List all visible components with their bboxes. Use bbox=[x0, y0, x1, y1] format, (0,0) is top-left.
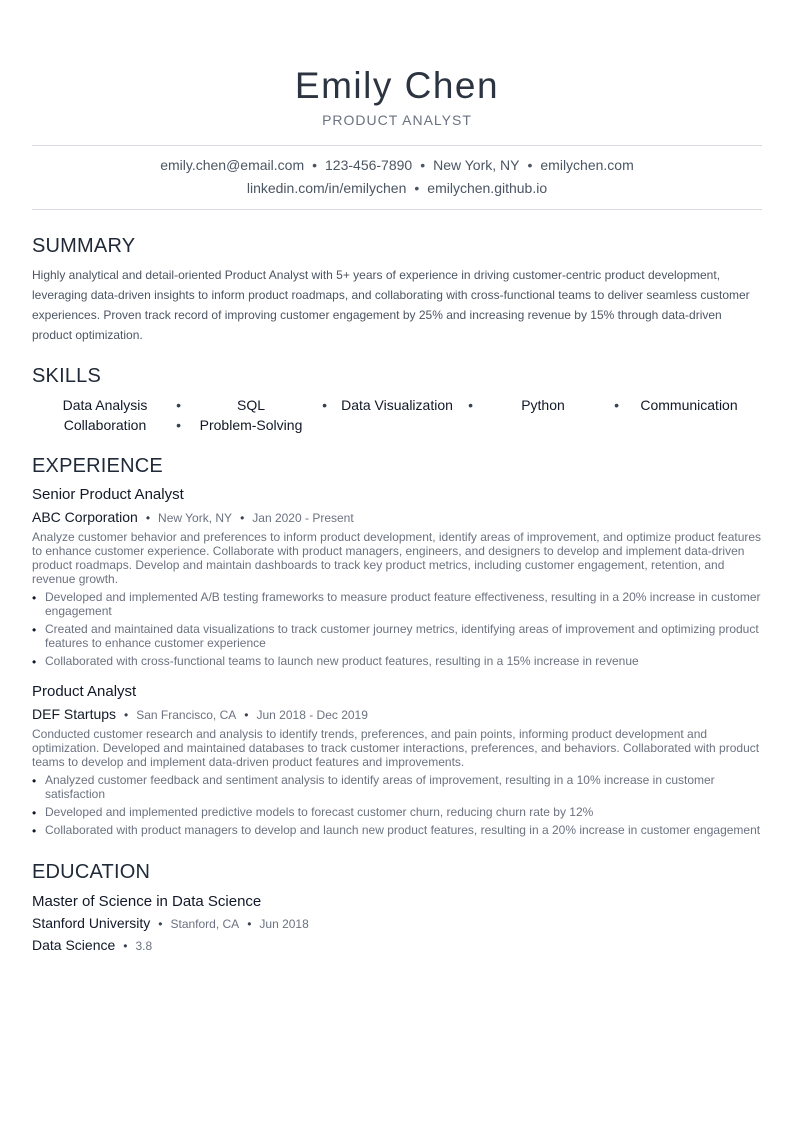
contact-separator: • bbox=[420, 157, 426, 173]
bullet-icon: • bbox=[32, 824, 37, 838]
skills-section bbox=[32, 363, 762, 435]
job-dates: Jan 2020 - Present bbox=[252, 511, 354, 525]
education-degree: Master of Science in Data Science bbox=[32, 893, 262, 910]
bullet-icon: • bbox=[32, 591, 37, 605]
education-location: Stanford, CA bbox=[170, 917, 240, 931]
skill-item bbox=[470, 395, 619, 415]
contact-github[interactable]: emilychen.github.io bbox=[427, 180, 548, 196]
contact-line-1 bbox=[32, 154, 762, 177]
education-gpa: 3.8 bbox=[135, 939, 153, 953]
job-bullet bbox=[32, 823, 762, 837]
skills-list bbox=[32, 395, 762, 435]
job-bullet bbox=[32, 805, 762, 819]
job-title: Senior Product Analyst bbox=[32, 486, 184, 503]
job-company: ABC Corporation bbox=[32, 509, 138, 525]
job-bullet bbox=[32, 773, 762, 801]
contact-phone[interactable]: 123-456-7890 bbox=[325, 157, 413, 173]
bullet-text: Developed and implemented A/B testing frameworks to measure product feature effectiveness, resulting in a 20% increase in customer engagement bbox=[45, 590, 761, 618]
job-title: Product Analyst bbox=[32, 683, 137, 700]
skill-label: Data Visualization bbox=[341, 397, 453, 413]
bullet-text: Created and maintained data visualizations to track customer journey metrics, identifying areas of improvement and optimizing product features to enhance customer experience bbox=[45, 622, 759, 650]
contact-email[interactable]: emily.chen@email.com bbox=[160, 157, 305, 173]
contact-location: New York, NY bbox=[433, 157, 520, 173]
contact-line-2 bbox=[32, 177, 762, 200]
bullet-text: Developed and implemented predictive models to forecast customer churn, reducing churn rate by 12% bbox=[45, 805, 594, 819]
skill-separator: • bbox=[468, 397, 473, 413]
bullet-icon: • bbox=[32, 655, 37, 669]
meta-separator: • bbox=[244, 708, 249, 722]
skill-item bbox=[178, 395, 327, 415]
job-bullet bbox=[32, 590, 762, 618]
bullet-text: Collaborated with product managers to develop and launch new product features, resulting in a 20% increase in customer engagement bbox=[45, 823, 761, 837]
meta-separator: • bbox=[247, 917, 252, 931]
education-section bbox=[32, 859, 762, 956]
skill-separator: • bbox=[322, 397, 327, 413]
job-location: San Francisco, CA bbox=[136, 708, 237, 722]
contact-separator: • bbox=[414, 180, 420, 196]
skill-item bbox=[324, 395, 473, 415]
skill-item bbox=[32, 415, 181, 435]
education-date: Jun 2018 bbox=[259, 917, 309, 931]
candidate-title: PRODUCT ANALYST bbox=[322, 112, 472, 128]
job-bullet bbox=[32, 654, 762, 668]
education-field-row bbox=[32, 935, 762, 956]
skill-label: Data Analysis bbox=[62, 397, 148, 413]
job-bullets bbox=[32, 773, 762, 837]
skill-item bbox=[178, 415, 324, 435]
skill-separator: • bbox=[614, 397, 619, 413]
skill-item bbox=[32, 395, 181, 415]
job-dates: Jun 2018 - Dec 2019 bbox=[256, 708, 368, 722]
skills-heading: SKILLS bbox=[32, 365, 102, 387]
bullet-icon: • bbox=[32, 774, 37, 788]
skill-label: SQL bbox=[236, 397, 265, 413]
skill-separator: • bbox=[176, 417, 181, 433]
candidate-name: Emily Chen bbox=[294, 65, 500, 106]
job-entry bbox=[32, 682, 762, 837]
skill-separator: • bbox=[176, 397, 181, 413]
summary-section bbox=[32, 233, 762, 345]
meta-separator: • bbox=[240, 511, 245, 525]
summary-heading: SUMMARY bbox=[32, 235, 136, 257]
job-location: New York, NY bbox=[158, 511, 233, 525]
skill-label: Communication bbox=[640, 397, 738, 413]
contact-block bbox=[32, 145, 762, 210]
job-bullet bbox=[32, 622, 762, 650]
bullet-icon: • bbox=[32, 806, 37, 820]
summary-text: Highly analytical and detail-oriented Product Analyst with 5+ years of experience in driving customer-centric product development, leveraging data-driven insights to inform product roadmaps, and collaborating with cross-functional teams to deliver seamless customer experiences. Proven track record of improving customer engagement by 25% and increasing revenue by 15% through data-driven product optimization. bbox=[32, 268, 750, 342]
education-heading: EDUCATION bbox=[32, 861, 151, 883]
contact-linkedin[interactable]: linkedin.com/in/emilychen bbox=[246, 180, 407, 196]
meta-separator: • bbox=[124, 708, 129, 722]
bullet-text: Analyzed customer feedback and sentiment analysis to identify areas of improvement, resulting in a 10% increase in customer satisfaction bbox=[45, 773, 715, 801]
experience-heading: EXPERIENCE bbox=[32, 455, 163, 477]
experience-section bbox=[32, 453, 762, 837]
skill-label: Python bbox=[521, 397, 565, 413]
job-meta bbox=[32, 703, 762, 726]
contact-separator: • bbox=[527, 157, 533, 173]
job-company: DEF Startups bbox=[32, 706, 117, 722]
contact-website[interactable]: emilychen.com bbox=[540, 157, 634, 173]
meta-separator: • bbox=[123, 939, 128, 953]
skill-label: Problem-Solving bbox=[199, 417, 303, 433]
contact-separator: • bbox=[312, 157, 318, 173]
bullet-icon: • bbox=[32, 623, 37, 637]
education-school: Stanford University bbox=[32, 915, 151, 931]
meta-separator: • bbox=[145, 511, 151, 525]
job-entry bbox=[32, 485, 762, 668]
skill-label: Collaboration bbox=[63, 417, 147, 433]
job-meta bbox=[32, 506, 762, 529]
skill-item bbox=[616, 395, 762, 415]
job-bullets bbox=[32, 590, 762, 668]
job-description: Conducted customer research and analysis to identify trends, preferences, and pain points, informing product development and optimization. Developed and maintained databases to track customer interactions, preferences, and behaviors. Collaborated with product teams to develop and implement data-driven product features and improvements. bbox=[32, 727, 760, 769]
job-description: Analyze customer behavior and preferences to inform product development, identify areas of improvement, and optimize product features to enhance customer experience. Collaborate with product managers, engineers, and designers to develop and implement data-driven product roadmaps. Develop and maintain dashboards to track key product metrics, including customer engagement, retention, and revenue growth. bbox=[32, 530, 762, 586]
bullet-text: Collaborated with cross-functional teams to launch new product features, resulting in a 15% increase in revenue bbox=[45, 654, 639, 668]
education-meta bbox=[32, 913, 762, 934]
meta-separator: • bbox=[158, 917, 163, 931]
education-field: Data Science bbox=[32, 937, 116, 953]
